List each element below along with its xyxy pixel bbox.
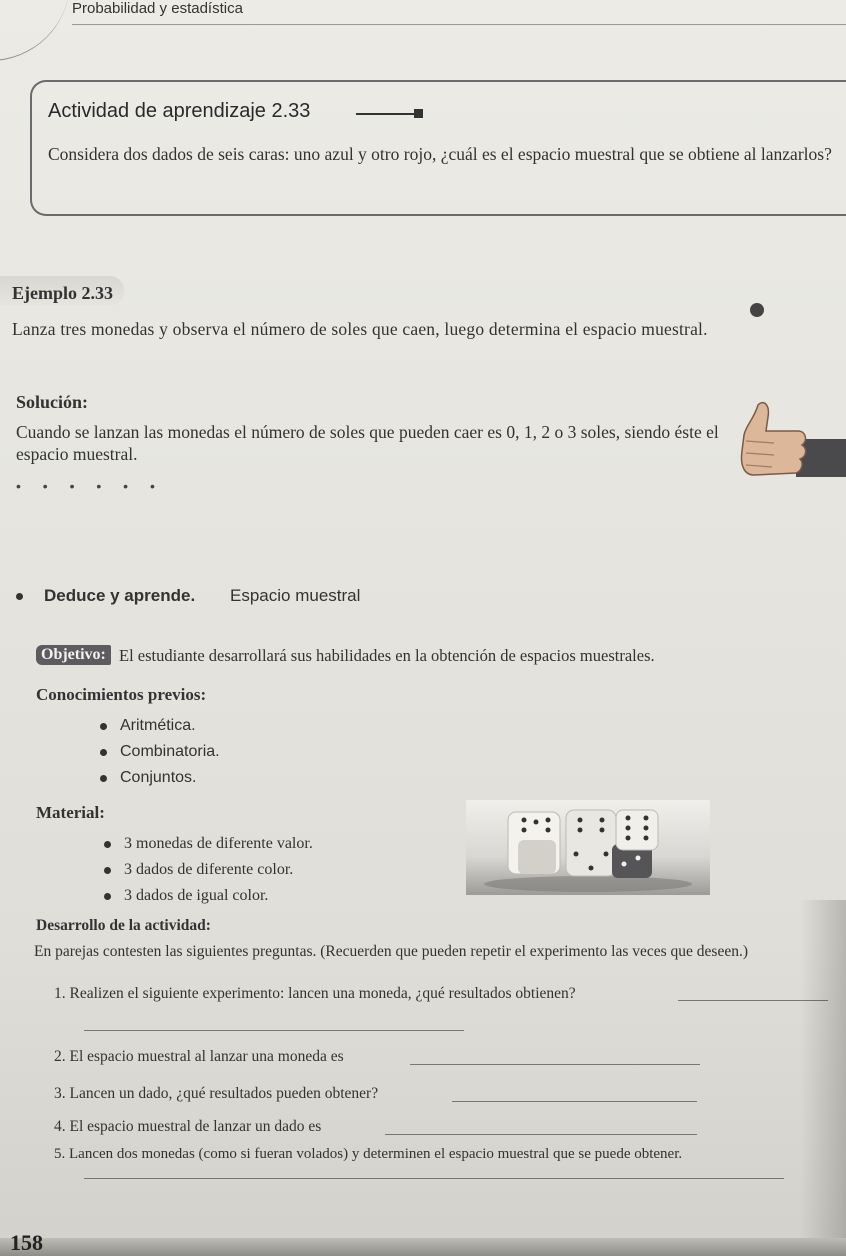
solution-text: Cuando se lanzan las monedas el número de soles que pueden caer es 0, 1, 2 o 3 soles, siendo éste el espacio muestral.	[16, 422, 719, 464]
material-list	[104, 831, 313, 909]
ball-icon	[750, 303, 764, 317]
page-number: 158	[10, 1230, 43, 1255]
activity-title: Actividad de aprendizaje 2.33	[48, 100, 311, 122]
answer-line[interactable]	[410, 1064, 700, 1065]
activity-text: Considera dos dados de seis caras: uno azul y otro rojo, ¿cuál es el espacio muestral que se obtiene al lanzarlos?	[48, 144, 832, 164]
dotted-separator: • • • • • •	[16, 478, 164, 494]
deduce-title: Deduce y aprende.	[44, 586, 196, 605]
dice-photo	[466, 800, 710, 895]
thumbs-up-icon	[734, 395, 846, 483]
question-2: 2. El espacio muestral al lanzar una moneda es	[54, 1048, 344, 1065]
deduce-bullet	[16, 593, 23, 600]
example-title: Ejemplo 2.33	[12, 283, 113, 303]
list-item: Aritmética.	[100, 713, 220, 739]
page-curl-shadow	[800, 900, 846, 1256]
answer-line[interactable]	[84, 1030, 464, 1031]
solution-title: Solución:	[16, 392, 89, 412]
list-item: 3 dados de diferente color.	[104, 857, 313, 883]
list-item: Conjuntos.	[100, 765, 220, 791]
activity-title-rule	[356, 113, 416, 115]
objective-text: El estudiante desarrollará sus habilidades en la obtención de espacios muestrales.	[119, 646, 655, 665]
list-item: 3 dados de igual color.	[104, 883, 313, 909]
answer-line[interactable]	[84, 1178, 784, 1179]
answer-line[interactable]	[385, 1134, 697, 1135]
previous-knowledge-title: Conocimientos previos:	[36, 685, 207, 704]
list-item: 3 monedas de diferente valor.	[104, 831, 313, 857]
question-3: 3. Lancen un dado, ¿qué resultados pueden obtener?	[54, 1085, 379, 1102]
question-5: 5. Lancen dos monedas (como si fueran volados) y determinen el espacio muestral que se puede obtener.	[54, 1146, 683, 1162]
deduce-subtitle: Espacio muestral	[230, 586, 361, 605]
bottom-band	[0, 1238, 846, 1256]
question-4: 4. El espacio muestral de lanzar un dado es	[54, 1118, 322, 1135]
development-title: Desarrollo de la actividad:	[36, 917, 211, 934]
answer-line[interactable]	[452, 1101, 697, 1102]
activity-square-marker	[414, 109, 423, 118]
list-item: Combinatoria.	[100, 739, 220, 765]
question-1: 1. Realizen el siguiente experimento: lancen una moneda, ¿qué resultados obtienen?	[54, 985, 576, 1002]
corner-decoration	[0, 0, 70, 61]
example-text: Lanza tres monedas y observa el número de soles que caen, luego determina el espacio muestral.	[12, 319, 708, 339]
objective-badge: Objetivo:	[36, 645, 111, 665]
previous-knowledge-list	[100, 713, 220, 791]
development-intro: En parejas contesten las siguientes preguntas. (Recuerden que pueden repetir el experimento las veces que deseen.)	[34, 943, 749, 960]
header-rule	[72, 24, 846, 25]
material-title: Material:	[36, 803, 105, 822]
dice-icon	[466, 800, 710, 895]
running-title: Probabilidad y estadística	[72, 0, 243, 17]
